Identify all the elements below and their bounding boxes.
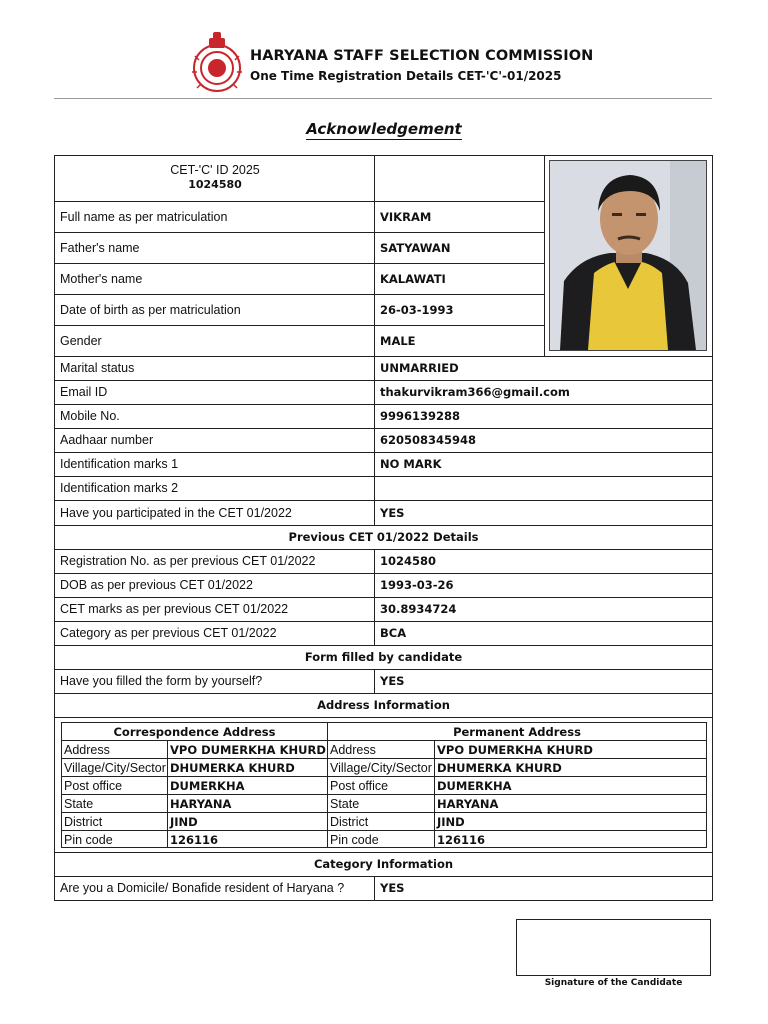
correspondence-value: 126116 [170,833,219,847]
field-value: UNMARRIED [380,361,459,375]
form-filled-value: YES [380,674,405,688]
address-field-label: Pin code [330,833,379,847]
domicile-label: Are you a Domicile/ Bonafide resident of Haryana ? [60,881,345,895]
cet-id-cell [55,156,375,201]
field-label: Date of birth as per matriculation [60,302,241,317]
field-value: 1993-03-26 [380,578,454,592]
correspondence-value: JIND [170,815,198,829]
permanent-value: DUMERKHA [437,779,512,793]
field-value: 26-03-1993 [380,302,454,317]
form-filled-heading: Form filled by candidate [304,650,463,664]
field-value: 620508345948 [380,433,477,447]
form-filled-label: Have you filled the form by yourself? [60,674,263,688]
field-label: Aadhaar number [60,433,154,447]
signature-label: Signature of the Candidate [544,978,683,988]
field-value [375,476,712,500]
correspondence-value: VPO DUMERKHA KHURD [170,743,326,757]
header-divider [54,98,712,99]
domicile-value: YES [380,881,405,895]
field-label: Identification marks 1 [60,457,179,471]
field-label: Registration No. as per previous CET 01/2022 [60,554,316,568]
field-value: KALAWATI [380,271,446,286]
address-heading: Address Information [317,698,450,712]
permanent-value: 126116 [437,833,486,847]
correspondence-value: DUMERKHA [170,779,245,793]
permanent-value: HARYANA [437,797,499,811]
field-label: Category as per previous CET 01/2022 [60,626,277,640]
field-value: VIKRAM [380,209,432,224]
field-label: Mobile No. [60,409,120,423]
category-heading: Category Information [313,857,454,871]
candidate-photo [549,160,707,351]
correspondence-address-title: Correspondence Address [113,724,276,739]
field-value: thakurvikram366@gmail.com [380,385,570,399]
field-label: Marital status [60,361,135,375]
address-field-label: Address [330,743,376,757]
address-field-label: Pin code [64,833,113,847]
field-label: DOB as per previous CET 01/2022 [60,578,253,592]
address-field-label: State [330,797,360,811]
field-label: Have you participated in the CET 01/2022 [60,505,292,520]
address-field-label: Post office [64,779,123,793]
field-label: Father's name [60,240,140,255]
field-label: Gender [60,333,102,348]
field-value: 30.8934724 [380,602,457,616]
permanent-value: JIND [437,815,465,829]
permanent-value: VPO DUMERKHA KHURD [437,743,593,757]
address-field-label: Village/City/Sector [64,761,166,775]
field-label: CET marks as per previous CET 01/2022 [60,602,289,616]
signature-box [516,919,711,976]
field-value: MALE [380,333,416,348]
candidate-portrait-icon [550,161,706,350]
organization-name: HARYANA STAFF SELECTION COMMISSION [250,48,594,64]
address-field-label: Post office [330,779,389,793]
field-value: 9996139288 [380,409,461,423]
previous-cet-heading: Previous CET 01/2022 Details [288,530,479,544]
address-field-label: Village/City/Sector [330,761,432,775]
page-title: Acknowledgement [306,120,462,138]
field-label: Email ID [60,385,108,399]
page-header [0,0,768,100]
address-field-label: District [64,815,103,829]
field-value: 1024580 [380,554,437,568]
field-label: Mother's name [60,271,143,286]
haryana-emblem-icon [191,30,243,94]
permanent-value: DHUMERKA KHURD [437,761,562,775]
field-value: NO MARK [380,457,442,471]
cet-id-label: CET-'C' ID 2025 [170,163,260,177]
address-field-label: District [330,815,369,829]
permanent-address-title: Permanent Address [453,724,581,739]
correspondence-value: HARYANA [170,797,232,811]
field-value: BCA [380,626,407,640]
field-value: YES [380,505,405,520]
address-field-label: Address [64,743,110,757]
field-label: Identification marks 2 [60,481,179,495]
correspondence-value: DHUMERKA KHURD [170,761,295,775]
address-field-label: State [64,797,94,811]
address-table [61,722,707,848]
field-value: SATYAWAN [380,240,451,255]
field-label: Full name as per matriculation [60,209,228,224]
registration-subtitle: One Time Registration Details CET-'C'-01/2025 [250,69,562,83]
cet-id-value: 1024580 [188,178,242,191]
